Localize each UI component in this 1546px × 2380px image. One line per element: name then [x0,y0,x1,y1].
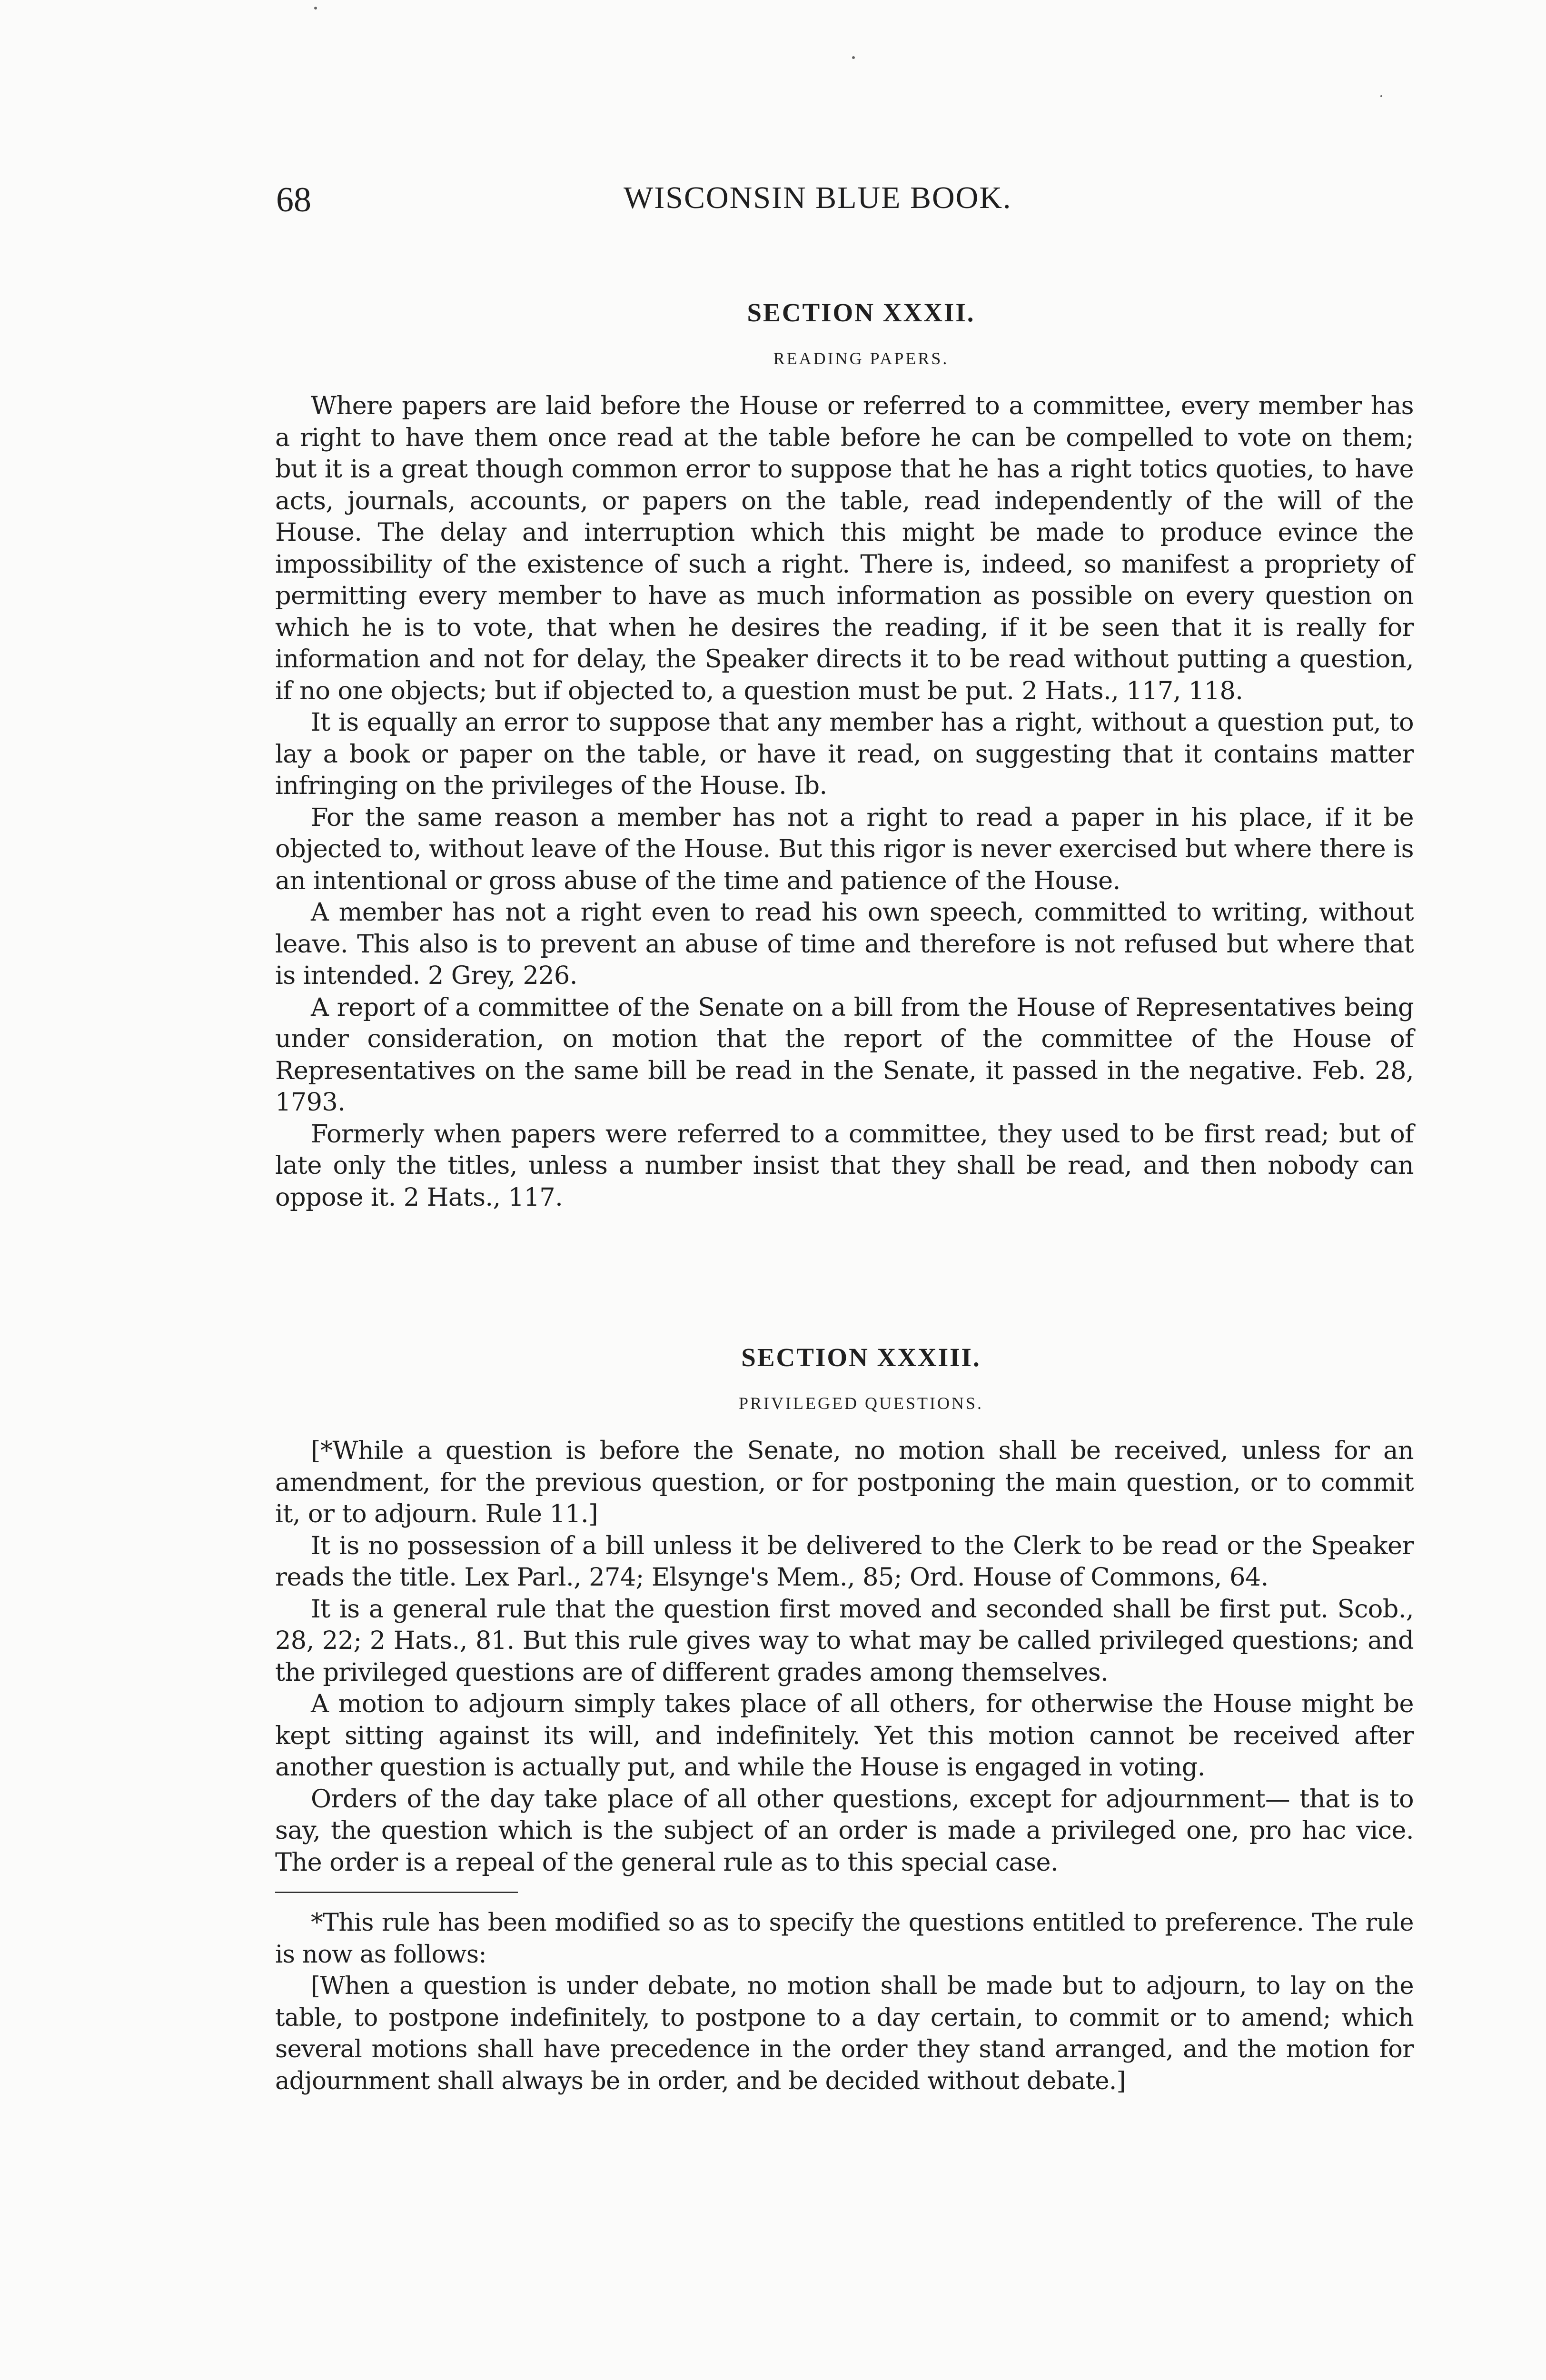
paragraph: A motion to adjourn simply takes place of all others, for otherwise the House might be kept sitting against its will, and indefinitely. Yet this motion cannot be received after another question is actually put, and while the House is engaged in voting. [275,1689,1414,1782]
footnote-paragraph: [When a question is under debate, no motion shall be made but to adjourn, to lay on the table, to postpone indefinitely, to postpone to a day certain, to commit or to amend; which several motions shall have precedence in the order they stand arranged, and the motion for adjournment shall always be in order, and be decided without debate.] [275,1972,1414,2095]
paragraph: [*While a question is before the Senate, no motion shall be received, unless for an amendment, for the previous question, or for postponing the main question, or to commit it, or to adjourn. Rule 11.] [275,1436,1414,1528]
paragraph: It is a general rule that the question first moved and seconded shall be first put. Scob., 28, 22; 2 Hats., 81. But this rule gives way to what may be called privileged questions; and the privileged questions are of different grades among themselves. [275,1594,1414,1687]
paragraph: For the same reason a member has not a right to read a paper in his place, if it be objected to, without leave of the House. But this rigor is never exercised but where there is an intentional or gross abuse of the time and patience of the House. [275,803,1414,895]
page-header [0,180,1546,232]
paragraph: Where papers are laid before the House or referred to a committee, every member has a right to have them once read at the table before he can be compelled to vote on them; but it is a great though common error to suppose that he has a right totics quoties, to have acts, journals, accounts, or papers on the table, read independently of the will of the House. The delay and interruption which this might be made to produce evince the impossibility of the existence of such a right. There is, indeed, so manifest a propriety of permitting every member to have as much information as possible on every question on which he is to vote, that when he desires the reading, if it be seen that it is really for information and not for delay, the Speaker directs it to be read without putting a question, if no one objects; but if objected to, a question must be put. 2 Hats., 117, 118. [275,391,1414,705]
scan-speck [852,56,855,59]
footnote-paragraph: *This rule has been modified so as to specify the questions entitled to preference. The rule is now as follows: [275,1909,1414,1969]
section-title: SECTION XXXIII. [741,1343,981,1372]
section-title: SECTION XXXII. [747,298,975,327]
scan-speck [1380,95,1382,97]
paragraph: Formerly when papers were referred to a committee, they used to be first read; but of late only the titles, unless a number insist that they shall be read, and then nobody can oppose it. 2 Hats., 117. [275,1119,1414,1212]
section-subtitle: READING PAPERS. [773,349,949,368]
section-32 [275,298,1414,1213]
paragraph: A report of a committee of the Senate on a bill from the House of Representatives being under consideration, on motion that the report of the committee of the House of Representatives on the same bill be read in the Senate, it passed in the negative. Feb. 28, 1793. [275,992,1414,1117]
paragraph: It is equally an error to suppose that any member has a right, without a question put, to lay a book or paper on the table, or have it read, on suggesting that it contains matter infringing on the privileges of the House. Ib. [275,708,1414,800]
footnote-divider [275,1892,518,1893]
paragraph: Orders of the day take place of all other questions, except for adjournment— that is to say, the question which is the subject of an order is made a privileged one, pro hac vice. The order is a repeal of the general rule as to this special case. [275,1784,1414,1877]
page-number: 68 [276,180,311,219]
section-33 [275,1342,1414,2097]
section-subtitle: PRIVILEGED QUESTIONS. [739,1394,983,1413]
paragraph: A member has not a right even to read his own speech, committed to writing, without leave. This also is to prevent an abuse of time and therefore is not refused but where that is intended. 2 Grey, 226. [275,898,1414,990]
running-title: WISCONSIN BLUE BOOK. [624,180,1012,215]
footnote [275,1907,1414,2097]
scan-speck [314,7,317,10]
paragraph: It is no possession of a bill unless it be delivered to the Clerk to be read or the Speaker reads the title. Lex Parl., 274; Elsynge's Mem., 85; Ord. House of Commons, 64. [275,1531,1414,1592]
